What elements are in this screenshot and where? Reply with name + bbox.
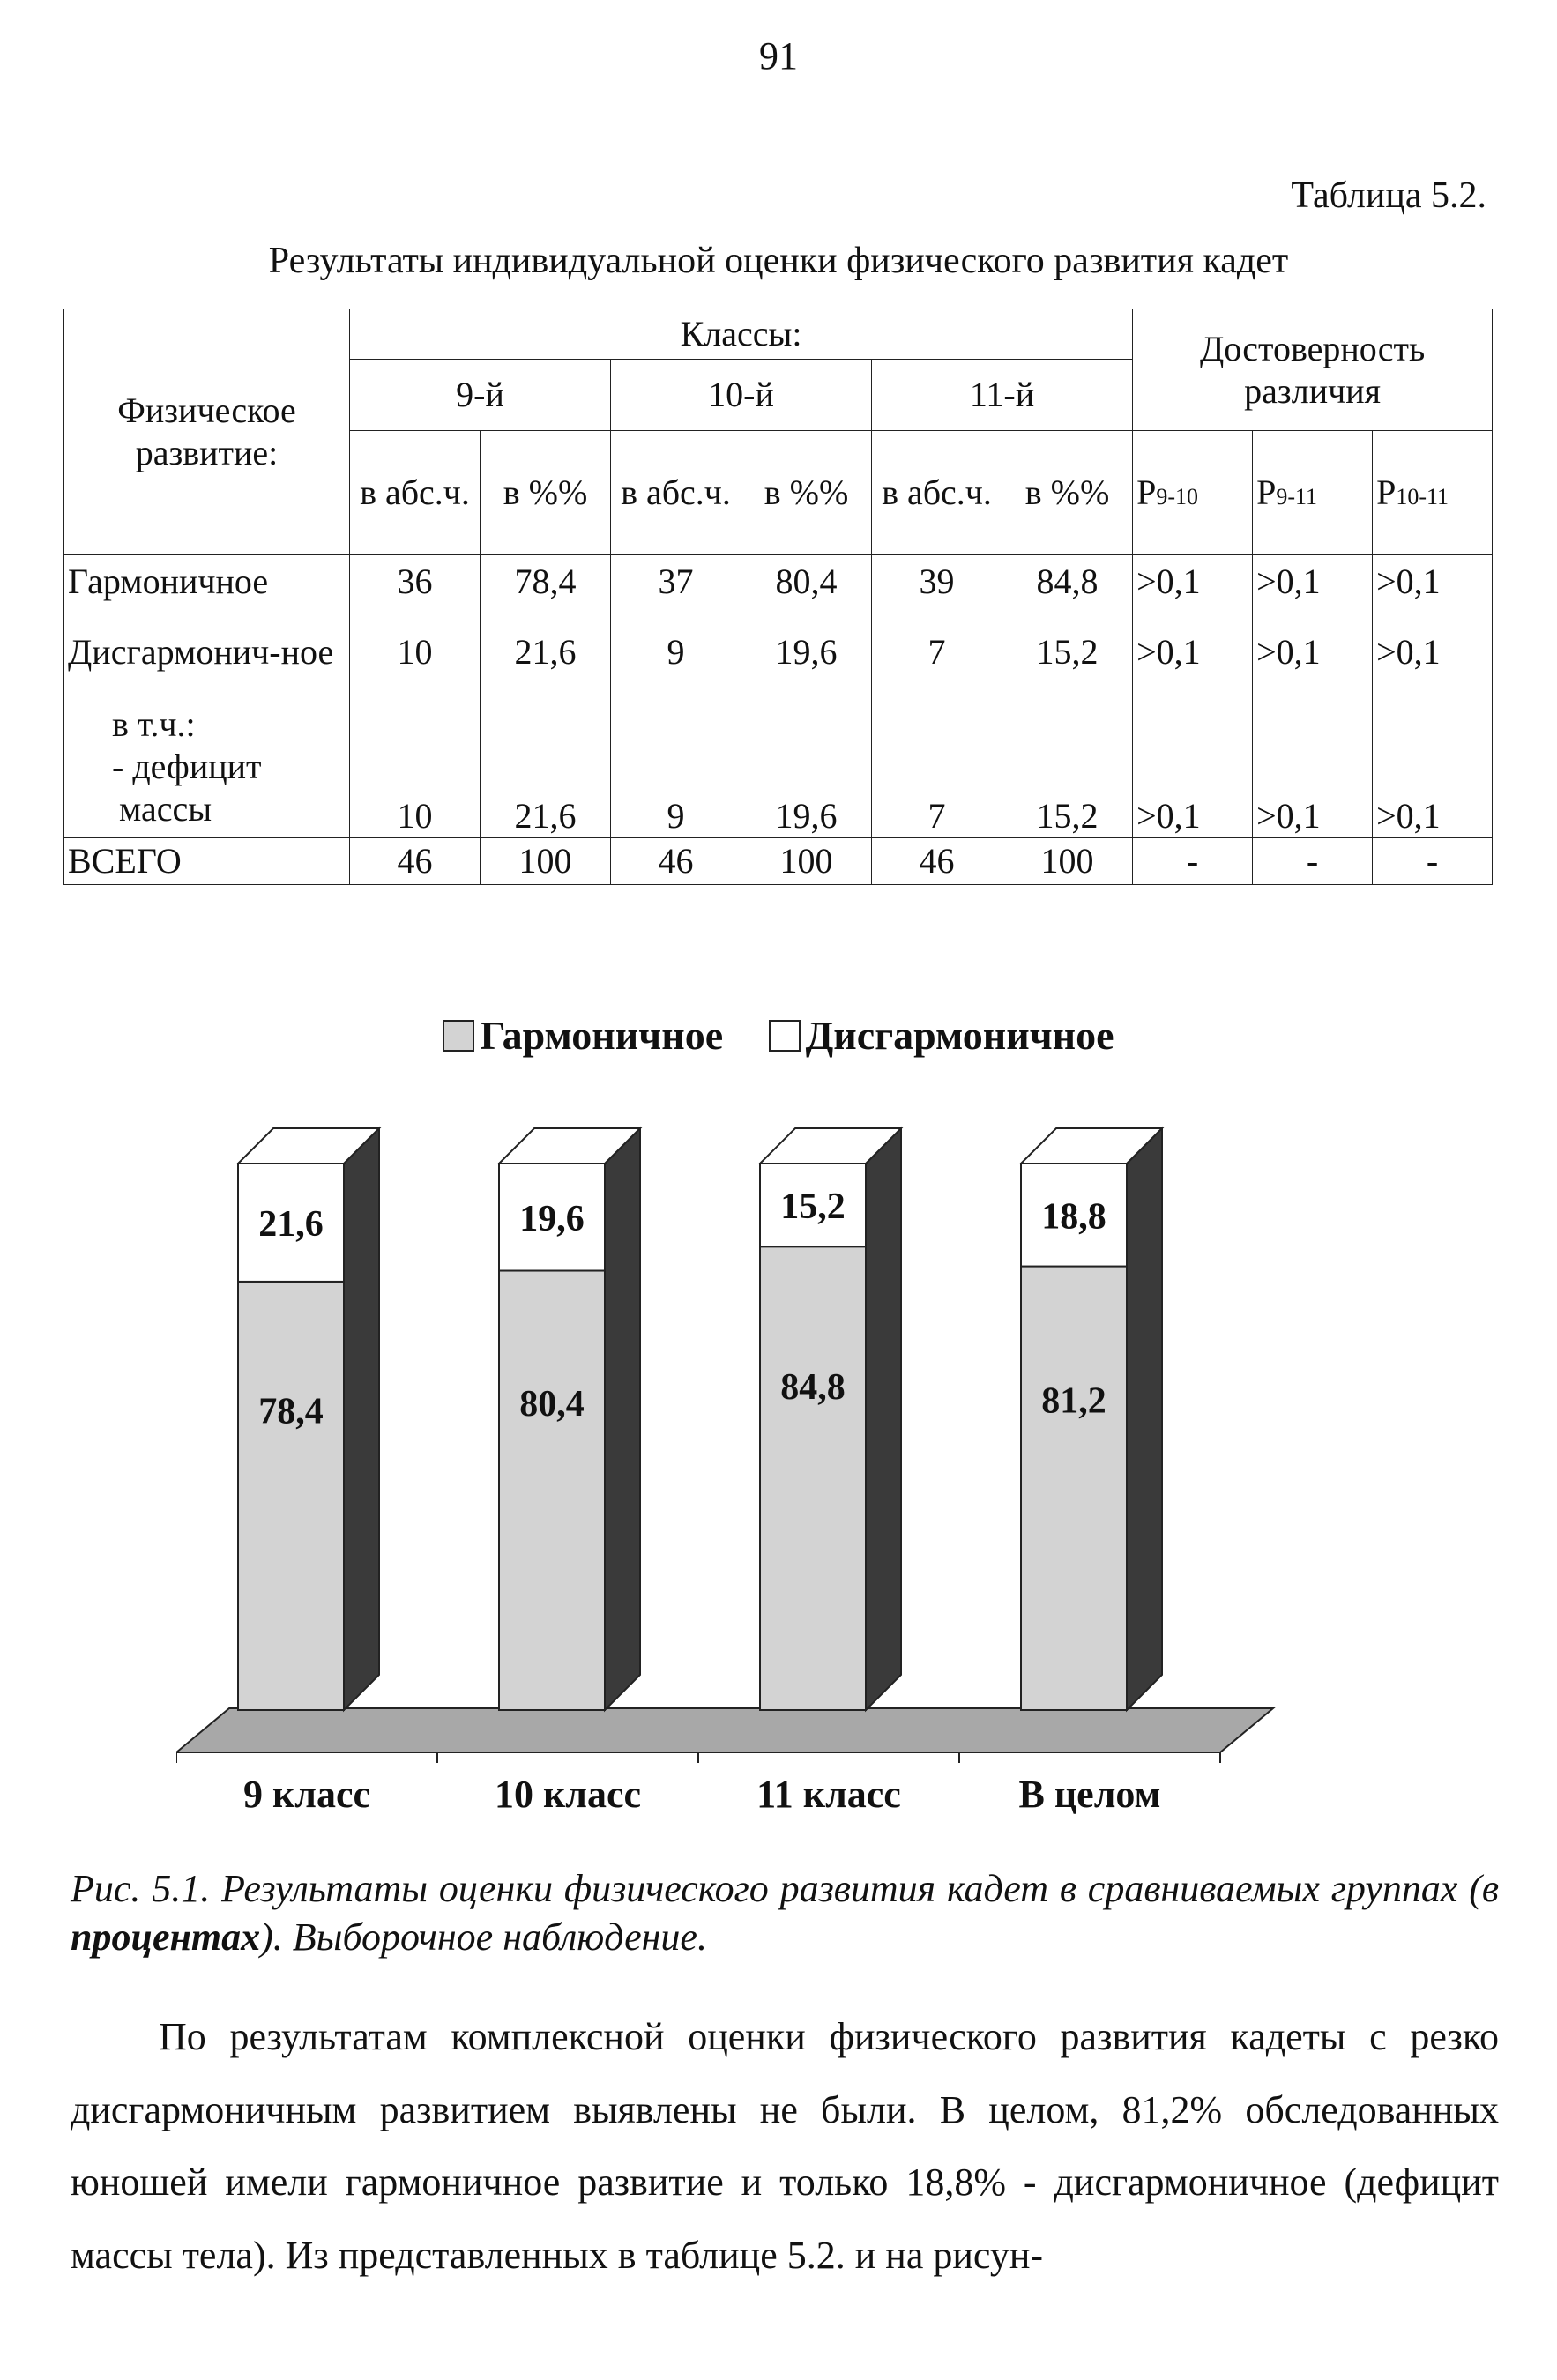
header-p-10-11: Р10-11 xyxy=(1373,431,1493,555)
cell: >0,1 xyxy=(1373,555,1493,609)
header-class-9: 9-й xyxy=(350,360,611,431)
cell: 78,4 xyxy=(481,555,611,609)
x-axis-tick-label: 9 класс xyxy=(242,1773,371,1816)
header-unit-pct: в %% xyxy=(1002,431,1133,555)
row-label: ВСЕГО xyxy=(64,838,350,885)
table-label: Таблица 5.2. xyxy=(1291,175,1486,216)
bar-harmonious xyxy=(1021,1267,1127,1710)
row-label xyxy=(64,696,350,838)
bar-side-face xyxy=(866,1128,901,1710)
cell: >0,1 xyxy=(1373,696,1493,838)
data-label-harmonious: 81,2 xyxy=(1041,1380,1106,1422)
cell: 46 xyxy=(872,838,1002,885)
x-axis-tick-label: 11 класс xyxy=(756,1773,901,1816)
header-classes: Классы: xyxy=(350,309,1133,360)
cell: >0,1 xyxy=(1133,608,1253,696)
header-physical: Физическое развитие: xyxy=(64,309,350,555)
cell: >0,1 xyxy=(1133,555,1253,609)
cell: 84,8 xyxy=(1002,555,1133,609)
bar-harmonious xyxy=(238,1282,344,1710)
data-label-disharmonious: 18,8 xyxy=(1041,1196,1106,1238)
cell: 46 xyxy=(611,838,741,885)
chart-legend xyxy=(0,1012,1557,1059)
x-axis-tick-label: 10 класс xyxy=(494,1773,642,1816)
legend-label-harmonious: Гармоничное xyxy=(480,1013,724,1058)
x-axis-tick-label: В целом xyxy=(1018,1773,1161,1816)
header-unit-abs: в абс.ч. xyxy=(872,431,1002,555)
cell: >0,1 xyxy=(1253,696,1373,838)
cell: 10 xyxy=(350,608,481,696)
legend-swatch-disharmonious xyxy=(769,1020,801,1052)
figure-caption xyxy=(71,1864,1499,1961)
cell: 9 xyxy=(611,696,741,838)
cell: 15,2 xyxy=(1002,696,1133,838)
cell: - xyxy=(1253,838,1373,885)
bar-side-face xyxy=(344,1128,379,1710)
cell: 21,6 xyxy=(481,696,611,838)
data-label-harmonious: 78,4 xyxy=(258,1391,324,1432)
caption-bold: процентах xyxy=(71,1915,261,1959)
legend-swatch-harmonious xyxy=(443,1020,474,1052)
header-unit-abs: в абс.ч. xyxy=(350,431,481,555)
cell: >0,1 xyxy=(1133,696,1253,838)
row-label: Гармоничное xyxy=(64,555,350,609)
row-label-line: - дефицит xyxy=(112,747,262,786)
bar-harmonious xyxy=(760,1246,866,1710)
results-table xyxy=(63,309,1493,885)
header-class-11: 11-й xyxy=(872,360,1133,431)
cell: 10 xyxy=(350,696,481,838)
bar-harmonious xyxy=(499,1271,605,1710)
cell: 36 xyxy=(350,555,481,609)
legend-label-disharmonious: Дисгармоничное xyxy=(805,1013,1114,1058)
cell: 100 xyxy=(1002,838,1133,885)
cell: 100 xyxy=(481,838,611,885)
bar-side-face xyxy=(1127,1128,1162,1710)
body-paragraph: По результатам комплексной оценки физического развития кадеты с резко дисгармоничным развитием выявлены не были. В целом, 81,2% обследованных юношей имели гармоничное развитие и только 18,8% - дисгармоничное (дефицит массы тела). Из представленных в таблице 5.2. и на рисун- xyxy=(71,2015,1499,2278)
cell: 21,6 xyxy=(481,608,611,696)
cell: 9 xyxy=(611,608,741,696)
table-row xyxy=(64,838,1493,885)
cell: 80,4 xyxy=(741,555,872,609)
data-label-harmonious: 84,8 xyxy=(780,1366,846,1408)
header-class-10: 10-й xyxy=(611,360,872,431)
cell: - xyxy=(1133,838,1253,885)
legend-item-disharmonious xyxy=(769,1012,1114,1059)
cell: 39 xyxy=(872,555,1002,609)
cell: 37 xyxy=(611,555,741,609)
row-label-line: массы xyxy=(119,789,212,829)
data-label-harmonious: 80,4 xyxy=(519,1384,585,1425)
header-unit-pct: в %% xyxy=(741,431,872,555)
header-p-9-10: Р9-10 xyxy=(1133,431,1253,555)
cell: 7 xyxy=(872,696,1002,838)
cell: 46 xyxy=(350,838,481,885)
legend-item-harmonious xyxy=(443,1012,723,1059)
cell: >0,1 xyxy=(1253,608,1373,696)
cell: 19,6 xyxy=(741,608,872,696)
bar-side-face xyxy=(605,1128,640,1710)
data-label-disharmonious: 19,6 xyxy=(519,1198,585,1239)
header-unit-abs: в абс.ч. xyxy=(611,431,741,555)
cell: 7 xyxy=(872,608,1002,696)
header-significance: Достоверность различия xyxy=(1133,309,1493,431)
caption-prefix: Рис. 5.1. Результаты оценки физического развития кадет в сравниваемых группах (в xyxy=(71,1867,1499,1910)
row-label-line: в т.ч.: xyxy=(112,704,196,744)
table-row xyxy=(64,608,1493,696)
data-label-disharmonious: 15,2 xyxy=(780,1186,846,1228)
chart-floor xyxy=(176,1708,1273,1752)
caption-suffix: ). Выборочное наблюдение. xyxy=(260,1915,707,1959)
stacked-bar-chart xyxy=(176,1093,1340,1816)
cell: - xyxy=(1373,838,1493,885)
row-label: Дисгармонич-ное xyxy=(64,608,350,696)
cell: 19,6 xyxy=(741,696,872,838)
cell: 100 xyxy=(741,838,872,885)
cell: >0,1 xyxy=(1253,555,1373,609)
table-row xyxy=(64,555,1493,609)
table-row xyxy=(64,696,1493,838)
cell: 15,2 xyxy=(1002,608,1133,696)
data-label-disharmonious: 21,6 xyxy=(258,1203,324,1245)
cell: >0,1 xyxy=(1373,608,1493,696)
header-unit-pct: в %% xyxy=(481,431,611,555)
page-number: 91 xyxy=(759,34,798,78)
table-title: Результаты индивидуальной оценки физического развития кадет xyxy=(268,241,1289,281)
header-p-9-11: Р9-11 xyxy=(1253,431,1373,555)
